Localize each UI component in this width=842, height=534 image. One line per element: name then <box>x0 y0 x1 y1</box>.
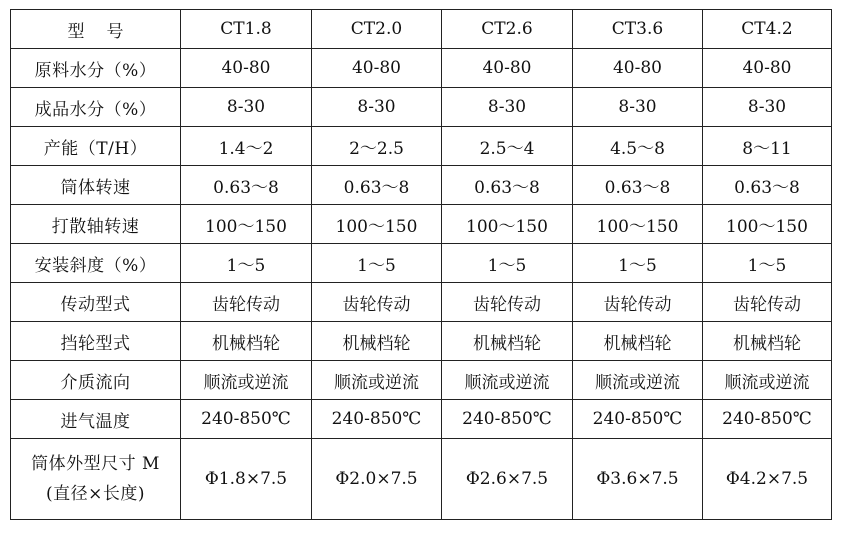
model-header-cell: CT1.8 <box>181 10 312 49</box>
value-cell: 0.63～8 <box>703 166 832 205</box>
row-label-cell: 成品水分（%） <box>11 88 181 127</box>
value-cell: Φ2.6×7.5 <box>442 439 573 520</box>
value-cell: 齿轮传动 <box>573 283 703 322</box>
value-cell: 240-850℃ <box>312 400 442 439</box>
value-cell: 顺流或逆流 <box>312 361 442 400</box>
value-cell: 机械档轮 <box>703 322 832 361</box>
value-cell: Φ1.8×7.5 <box>181 439 312 520</box>
value-cell: 8-30 <box>703 88 832 127</box>
value-cell: 0.63～8 <box>181 166 312 205</box>
value-cell: Φ2.0×7.5 <box>312 439 442 520</box>
value-cell: 100～150 <box>442 205 573 244</box>
value-cell: 齿轮传动 <box>312 283 442 322</box>
value-cell: 1.4～2 <box>181 127 312 166</box>
model-header-cell: CT3.6 <box>573 10 703 49</box>
value-cell: 2.5～4 <box>442 127 573 166</box>
value-cell: 机械档轮 <box>181 322 312 361</box>
spec-table <box>10 9 832 520</box>
value-cell: 机械档轮 <box>442 322 573 361</box>
row-label-cell: 介质流向 <box>11 361 181 400</box>
value-cell: 240-850℃ <box>181 400 312 439</box>
value-cell: 顺流或逆流 <box>573 361 703 400</box>
value-cell: Φ3.6×7.5 <box>573 439 703 520</box>
model-header-cell: CT4.2 <box>703 10 832 49</box>
value-cell: 8-30 <box>312 88 442 127</box>
value-cell: 1～5 <box>442 244 573 283</box>
value-cell: 齿轮传动 <box>181 283 312 322</box>
header-row <box>11 10 832 49</box>
table-row <box>11 49 832 88</box>
value-cell: 0.63～8 <box>312 166 442 205</box>
value-cell: 顺流或逆流 <box>181 361 312 400</box>
value-cell: 机械档轮 <box>573 322 703 361</box>
header-label-cell: 型号 <box>11 10 181 49</box>
row-label-cell: 进气温度 <box>11 400 181 439</box>
table-row <box>11 205 832 244</box>
value-cell: 8-30 <box>442 88 573 127</box>
row-label-cell: 原料水分（%） <box>11 49 181 88</box>
model-header-cell: CT2.6 <box>442 10 573 49</box>
table-row <box>11 322 832 361</box>
value-cell: 顺流或逆流 <box>442 361 573 400</box>
value-cell: 40-80 <box>442 49 573 88</box>
table-row <box>11 283 832 322</box>
value-cell: 240-850℃ <box>442 400 573 439</box>
value-cell: 机械档轮 <box>312 322 442 361</box>
table-row <box>11 439 832 520</box>
value-cell: 1～5 <box>181 244 312 283</box>
value-cell: 8～11 <box>703 127 832 166</box>
row-label-cell: 产能（T/H） <box>11 127 181 166</box>
table-row <box>11 400 832 439</box>
row-label-line: 筒体外型尺寸 M <box>31 454 160 474</box>
row-label-cell: 挡轮型式 <box>11 322 181 361</box>
value-cell: 顺流或逆流 <box>703 361 832 400</box>
value-cell: 8-30 <box>573 88 703 127</box>
value-cell: 100～150 <box>312 205 442 244</box>
value-cell: 齿轮传动 <box>703 283 832 322</box>
row-label-cell: 安装斜度（%） <box>11 244 181 283</box>
value-cell: 0.63～8 <box>442 166 573 205</box>
value-cell: 240-850℃ <box>703 400 832 439</box>
model-header-cell: CT2.0 <box>312 10 442 49</box>
row-label-cell: 传动型式 <box>11 283 181 322</box>
value-cell: Φ4.2×7.5 <box>703 439 832 520</box>
value-cell: 1～5 <box>703 244 832 283</box>
row-label-cell <box>11 439 181 520</box>
value-cell: 40-80 <box>181 49 312 88</box>
value-cell: 240-850℃ <box>573 400 703 439</box>
table-row <box>11 361 832 400</box>
table-row <box>11 166 832 205</box>
table-row <box>11 127 832 166</box>
table-row <box>11 88 832 127</box>
row-label-cell: 打散轴转速 <box>11 205 181 244</box>
value-cell: 0.63～8 <box>573 166 703 205</box>
value-cell: 40-80 <box>312 49 442 88</box>
row-label-line: (直径×长度) <box>45 484 145 504</box>
value-cell: 2～2.5 <box>312 127 442 166</box>
value-cell: 1～5 <box>573 244 703 283</box>
row-label-cell: 筒体转速 <box>11 166 181 205</box>
table-row <box>11 244 832 283</box>
value-cell: 1～5 <box>312 244 442 283</box>
value-cell: 100～150 <box>181 205 312 244</box>
value-cell: 齿轮传动 <box>442 283 573 322</box>
value-cell: 40-80 <box>573 49 703 88</box>
value-cell: 40-80 <box>703 49 832 88</box>
value-cell: 8-30 <box>181 88 312 127</box>
value-cell: 100～150 <box>573 205 703 244</box>
value-cell: 4.5～8 <box>573 127 703 166</box>
value-cell: 100～150 <box>703 205 832 244</box>
